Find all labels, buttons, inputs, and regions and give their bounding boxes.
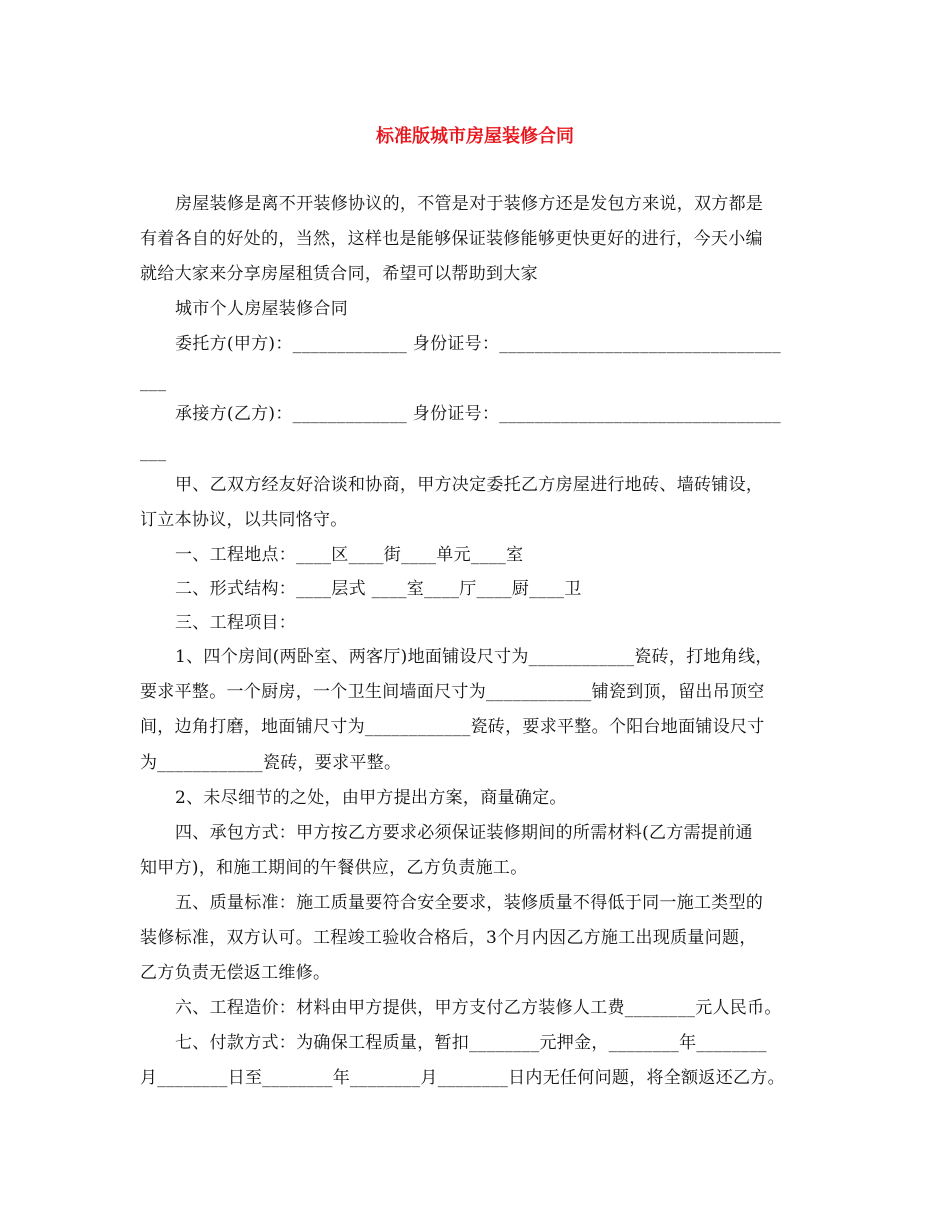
paragraph-line: 装修标准，双方认可。工程竣工验收合格后，3个月内因乙方施工出现质量问题， (140, 928, 757, 948)
paragraph-line: 委托方(甲方)：_____________ 身份证号：________________________________ (175, 334, 781, 354)
paragraph-line: 三、工程项目： (175, 613, 297, 633)
paragraph-line: 要求平整。一个厨房，一个卫生间墙面尺寸为____________铺瓷到顶，留出吊顶空 (140, 682, 765, 702)
paragraph-line: 七、付款方式：为确保工程质量，暂扣________元押金，________年________ (175, 1033, 767, 1053)
paragraph-line: 知甲方)，和施工期间的午餐供应，乙方负责施工。 (140, 858, 528, 878)
paragraph-line: 六、工程造价：材料由甲方提供，甲方支付乙方装修人工费________元人民币。 (175, 998, 782, 1018)
paragraph-line: 月________日至________年________月________日内无任何问题，将全额返还乙方。 (140, 1068, 785, 1088)
paragraph-line: 承接方(乙方)：_____________ 身份证号：________________________________ (175, 404, 781, 424)
paragraph-line: 五、质量标准：施工质量要符合安全要求，装修质量不得低于同一施工类型的 (175, 893, 764, 913)
paragraph-line: 1、四个房间(两卧室、两客厅)地面铺设尺寸为____________瓷砖，打地角线， (175, 647, 773, 667)
paragraph-line: 间，边角打磨，地面铺尺寸为____________瓷砖，要求平整。个阳台地面铺设尺寸 (140, 717, 765, 737)
paragraph-line: 乙方负责无偿返工维修。 (140, 963, 331, 983)
paragraph-line: ___ (140, 372, 167, 392)
paragraph-line: 城市个人房屋装修合同 (175, 299, 348, 319)
paragraph-line: 房屋装修是离不开装修协议的，不管是对于装修方还是发包方来说，双方都是 (175, 194, 764, 214)
paragraph-line: 为____________瓷砖，要求平整。 (140, 753, 402, 773)
paragraph-line: 订立本协议，以共同恪守。 (140, 510, 348, 530)
paragraph-line: 二、形式结构：____层式 ____室____厅____厨____卫 (175, 579, 582, 599)
document-title: 标准版城市房屋装修合同 (376, 126, 574, 147)
paragraph-line: ___ (140, 442, 167, 462)
paragraph-line: 甲、乙双方经友好洽谈和协商，甲方决定委托乙方房屋进行地砖、墙砖铺设， (175, 475, 764, 495)
paragraph-line: 一、工程地点：____区____街____单元____室 (175, 545, 524, 565)
paragraph-line: 就给大家来分享房屋租赁合同，希望可以帮助到大家 (140, 264, 538, 284)
paragraph-line: 2、未尽细节的之处，由甲方提出方案，商量确定。 (175, 788, 567, 808)
paragraph-line: 四、承包方式：甲方按乙方要求必须保证装修期间的所需材料(乙方需提前通 (175, 823, 753, 843)
paragraph-line: 有着各自的好处的，当然，这样也是能够保证装修能够更快更好的进行，今天小编 (140, 229, 763, 249)
